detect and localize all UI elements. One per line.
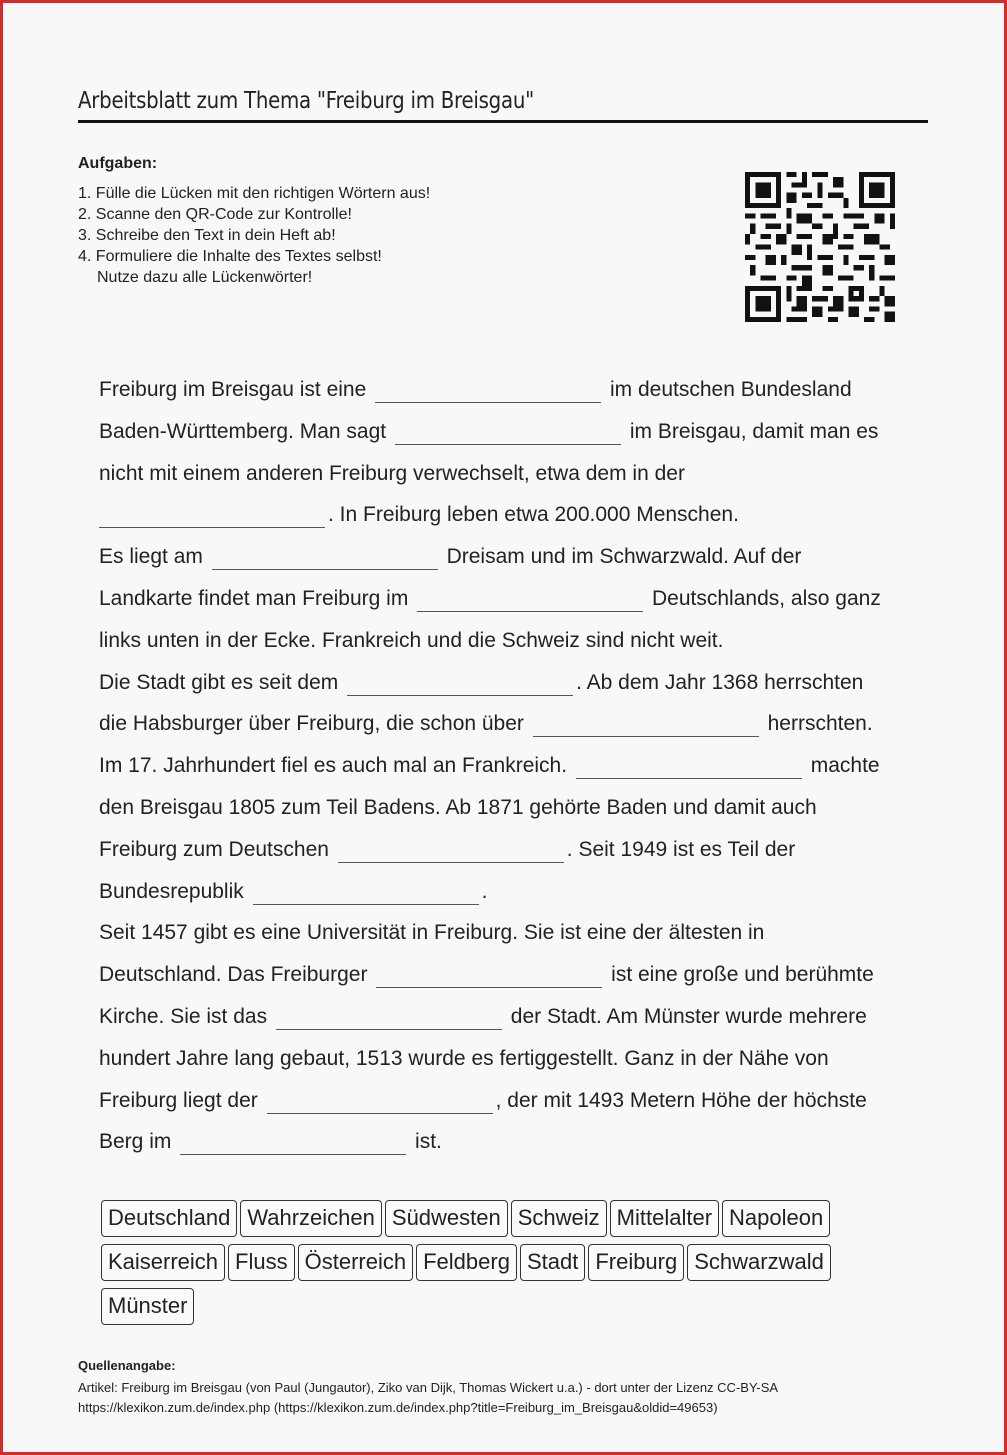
text-line: Freiburg liegt der , der mit 1493 Metern Höhe der höchste (99, 1088, 867, 1112)
blank-field[interactable] (576, 756, 802, 779)
tasks-heading: Aufgaben: (78, 155, 158, 172)
blank-field[interactable] (376, 965, 602, 988)
task-item: 3. Schreibe den Text in dein Heft ab! (78, 227, 336, 244)
word-chip[interactable]: Mittelalter (610, 1200, 719, 1237)
text-line: Freiburg im Breisgau ist eine im deutschen Bundesland (99, 378, 852, 401)
word-chip[interactable]: Schweiz (511, 1200, 607, 1237)
text-line: links unten in der Ecke. Frankreich und die Schweiz sind nicht weit. (99, 628, 724, 652)
word-chip[interactable]: Münster (101, 1288, 194, 1325)
text-line: die Habsburger über Freiburg, die schon über herrschten. (99, 712, 873, 736)
text-line: Deutschland. Das Freiburger ist eine große und berühmte (99, 963, 874, 987)
sources-heading: Quellenangabe: (78, 1358, 176, 1373)
blank-field[interactable] (347, 673, 573, 696)
word-chip[interactable]: Fluss (228, 1244, 295, 1281)
blank-field[interactable] (180, 1132, 406, 1155)
text-line: Kirche. Sie ist das der Stadt. Am Münster wurde mehrere (99, 1004, 867, 1028)
word-chip[interactable]: Kaiserreich (101, 1244, 225, 1281)
source-link[interactable]: https://klexikon.zum.de/index.php (https://klexikon.zum.de/index.php?title=Freiburg_im_Breisgau&oldid=49653) (78, 1400, 718, 1415)
text-line: Bundesrepublik . (99, 879, 488, 903)
text-line: den Breisgau 1805 zum Teil Badens. Ab 1871 gehörte Baden und damit auch (99, 795, 817, 819)
word-chip[interactable]: Feldberg (416, 1244, 517, 1281)
task-item: 4. Formuliere die Inhalte des Textes selbst! (78, 248, 382, 265)
task-item-continuation: Nutze dazu alle Lückenwörter! (97, 269, 313, 286)
text-line: Es liegt am Dreisam und im Schwarzwald. Auf der (99, 545, 802, 569)
sources-text (78, 1378, 778, 1418)
word-bank-row (101, 1288, 901, 1332)
blank-field[interactable] (338, 840, 564, 863)
word-chip[interactable]: Stadt (520, 1244, 585, 1281)
word-chip[interactable]: Deutschland (101, 1200, 237, 1237)
word-chip[interactable]: Napoleon (722, 1200, 830, 1237)
blank-field[interactable] (212, 547, 438, 570)
word-chip[interactable]: Wahrzeichen (240, 1200, 382, 1237)
text-line: Die Stadt gibt es seit dem . Ab dem Jahr 1368 herrschten (99, 670, 864, 694)
blank-field[interactable] (375, 380, 601, 403)
text-line: nicht mit einem anderen Freiburg verwechselt, etwa dem in der (99, 461, 685, 485)
task-item: 1. Fülle die Lücken mit den richtigen Wörtern aus! (78, 185, 431, 202)
word-chip[interactable]: Freiburg (588, 1244, 684, 1281)
blank-field[interactable] (253, 882, 479, 905)
text-line: Berg im ist. (99, 1130, 442, 1154)
blank-field[interactable] (417, 589, 643, 612)
title-rule (78, 120, 928, 123)
text-line: Seit 1457 gibt es eine Universität in Freiburg. Sie ist eine der ältesten in (99, 921, 765, 945)
cloze-text (99, 369, 899, 1163)
text-line: Baden-Württemberg. Man sagt im Breisgau, damit man es (99, 419, 879, 443)
text-line: Im 17. Jahrhundert fiel es auch mal an Frankreich. machte (99, 754, 880, 778)
blank-field[interactable] (533, 714, 759, 737)
blank-field[interactable] (99, 505, 325, 528)
word-bank (101, 1200, 901, 1332)
blank-field[interactable] (276, 1007, 502, 1030)
worksheet-title: Arbeitsblatt zum Thema "Freiburg im Breisgau" (78, 88, 534, 114)
qr-code-icon[interactable] (745, 172, 895, 322)
task-list (78, 183, 430, 288)
word-bank-row (101, 1244, 901, 1288)
text-line: Landkarte findet man Freiburg im Deutschlands, also ganz (99, 586, 881, 610)
text-line: Freiburg zum Deutschen . Seit 1949 ist es Teil der (99, 837, 796, 861)
text-line: . In Freiburg leben etwa 200.000 Menschen. (99, 494, 899, 536)
task-item: 2. Scanne den QR-Code zur Kontrolle! (78, 206, 352, 223)
word-chip[interactable]: Österreich (298, 1244, 413, 1281)
blank-field[interactable] (267, 1091, 493, 1114)
word-chip[interactable]: Südwesten (385, 1200, 508, 1237)
word-chip[interactable]: Schwarzwald (687, 1244, 831, 1281)
source-line: Artikel: Freiburg im Breisgau (von Paul (Jungautor), Ziko van Dijk, Thomas Wickert u.a.) - dort unter der Lizenz CC-BY-SA (78, 1380, 779, 1395)
blank-field[interactable] (395, 422, 621, 445)
word-bank-row (101, 1200, 901, 1244)
text-line: hundert Jahre lang gebaut, 1513 wurde es fertiggestellt. Ganz in der Nähe von (99, 1046, 829, 1070)
